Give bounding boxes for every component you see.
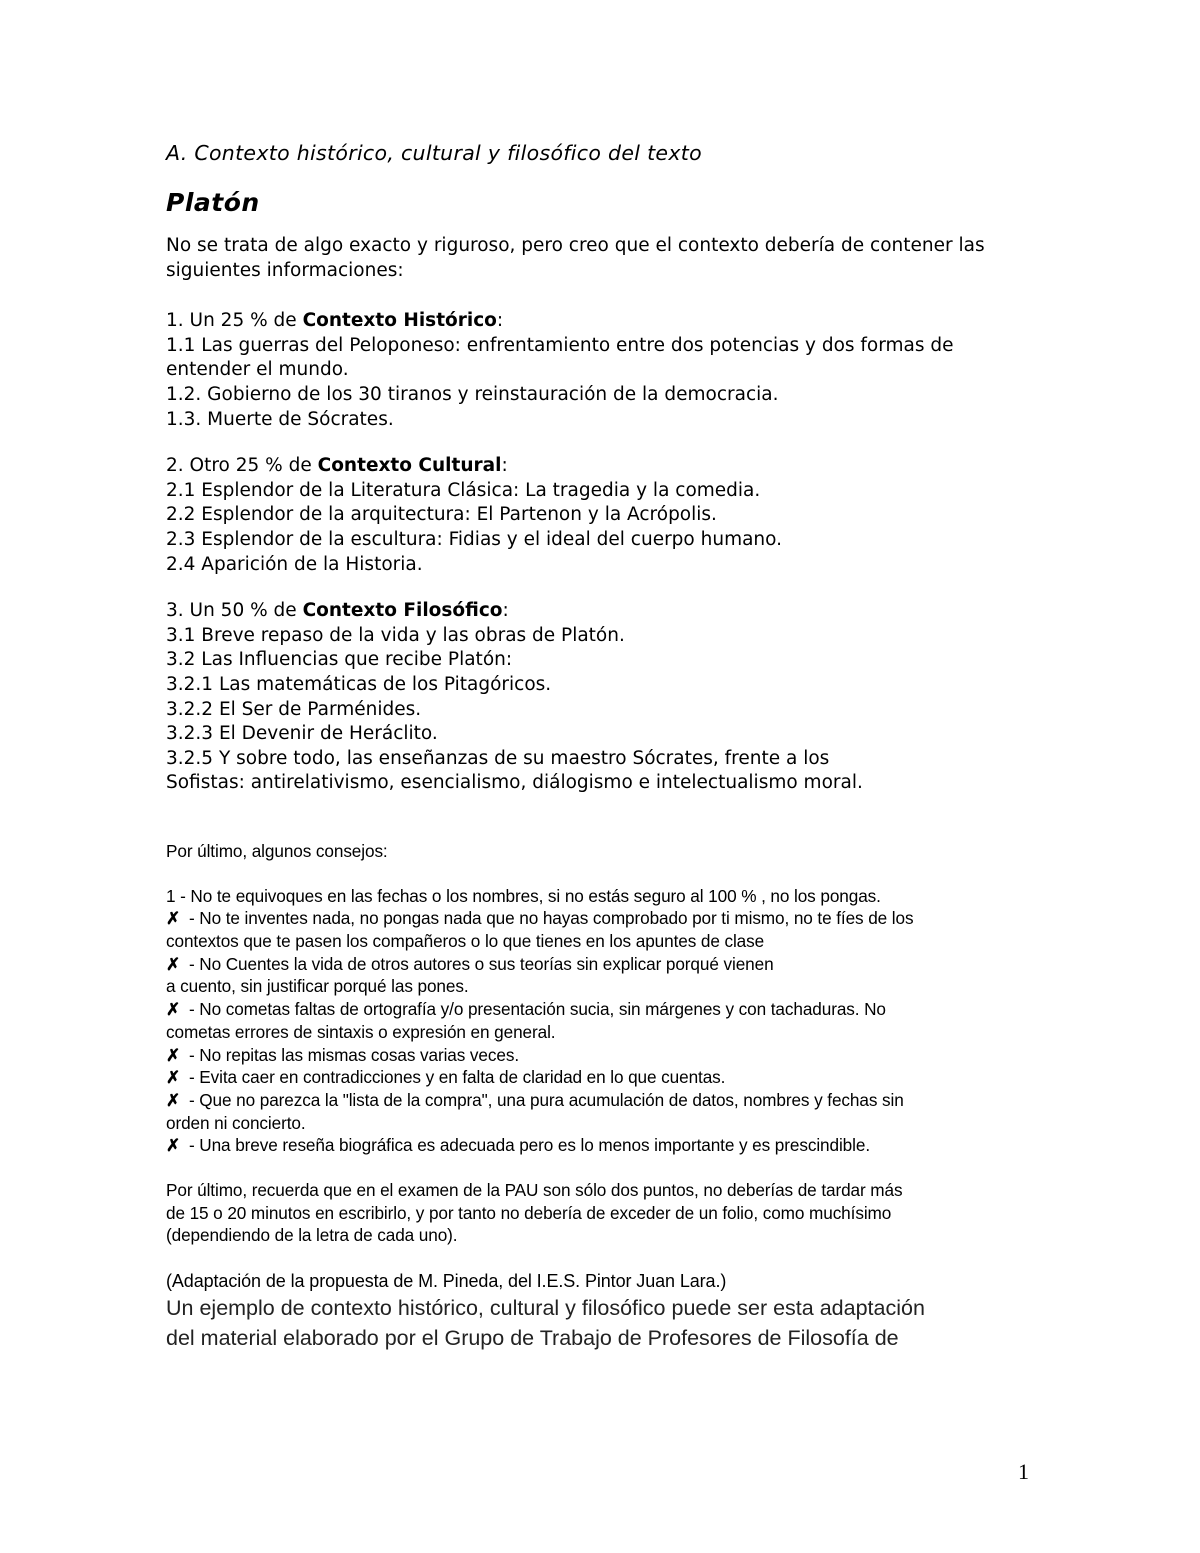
outline-item: 1.1 Las guerras del Peloponeso: enfrentamiento entre dos potencias y dos formas de: [166, 334, 954, 356]
cross-mark-icon: ✗: [166, 908, 181, 929]
advice-list: [166, 885, 1066, 1157]
outline-section-filosofico: [166, 599, 1066, 796]
cross-mark-icon: ✗: [166, 1089, 181, 1110]
advice-item: ✗ - No Cuentes la vida de otros autores o sus teorías sin explicar porqué vienen: [166, 953, 774, 974]
advice-item: ✗ - No te inventes nada, no pongas nada que no hayas comprobado por ti mismo, no te fíes de los: [166, 908, 914, 929]
outline-section-historico: [166, 309, 1066, 432]
cross-mark-icon: ✗: [166, 953, 181, 974]
outline-item: 3.2.1 Las matemáticas de los Pitagóricos.: [166, 673, 552, 695]
advice-intro: Por último, algunos consejos:: [166, 840, 388, 861]
advice-item: 1 - No te equivoques en las fechas o los nombres, si no estás seguro al 100 % , no los pongas.: [166, 885, 881, 906]
advice-item: ✗ - No cometas faltas de ortografía y/o presentación sucia, sin márgenes y con tachaduras. No: [166, 999, 886, 1020]
example-paragraph: [166, 1293, 1066, 1353]
outline-item: 2.1 Esplendor de la Literatura Clásica: La tragedia y la comedia.: [166, 479, 761, 501]
outline-heading: 3. Un 50 % de Contexto Filosófico:: [166, 600, 509, 622]
outline-heading: 2. Otro 25 % de Contexto Cultural:: [166, 455, 508, 477]
intro-line: siguientes informaciones:: [166, 259, 404, 281]
outline-item: 3.2.3 El Devenir de Heráclito.: [166, 723, 438, 745]
outline-item: 2.3 Esplendor de la escultura: Fidias y el ideal del cuerpo humano.: [166, 528, 783, 550]
advice-item-continuation: a cuento, sin justificar porqué las pones.: [166, 976, 469, 997]
outline-item: entender el mundo.: [166, 359, 349, 381]
page-content: [166, 138, 1066, 1353]
intro-line: No se trata de algo exacto y riguroso, pero creo que el contexto debería de contener las: [166, 235, 985, 256]
section-heading: A. Contexto histórico, cultural y filosófico del texto: [166, 141, 702, 165]
outline-item: 3.2.2 El Ser de Parménides.: [166, 698, 422, 720]
advice-item: ✗ - No repitas las mismas cosas varias veces.: [166, 1044, 519, 1065]
advice-item-continuation: orden ni concierto.: [166, 1112, 306, 1133]
page-number: 1: [1018, 1459, 1029, 1484]
outline-item: 2.4 Aparición de la Historia.: [166, 553, 423, 575]
example-line: Un ejemplo de contexto histórico, cultural y filosófico puede ser esta adaptación: [166, 1296, 925, 1321]
outline-item: 3.2.5 Y sobre todo, las enseñanzas de su maestro Sócrates, frente a los: [166, 747, 830, 769]
closing-paragraph: [166, 1179, 1066, 1247]
advice-item: ✗ - Que no parezca la "lista de la compra", una pura acumulación de datos, nombres y fechas sin: [166, 1089, 904, 1110]
outline-item: 3.1 Breve repaso de la vida y las obras de Platón.: [166, 624, 625, 646]
outline-item: Sofistas: antirelativismo, esencialismo, diálogismo e intelectualismo moral.: [166, 772, 863, 794]
outline-item: 1.2. Gobierno de los 30 tiranos y reinstauración de la democracia.: [166, 383, 779, 405]
advice-item: ✗ - Una breve reseña biográfica es adecuada pero es lo menos importante y es prescindible.: [166, 1135, 870, 1156]
cross-mark-icon: ✗: [166, 1044, 181, 1065]
intro-paragraph: [166, 234, 1066, 283]
document-title: Platón: [166, 188, 260, 217]
cross-mark-icon: ✗: [166, 999, 181, 1020]
advice-item: ✗ - Evita caer en contradicciones y en falta de claridad en lo que cuentas.: [166, 1067, 726, 1088]
advice-item-continuation: contextos que te pasen los compañeros o lo que tienes en los apuntes de clase: [166, 930, 765, 951]
outline-item: 1.3. Muerte de Sócrates.: [166, 408, 394, 430]
closing-line: (dependiendo de la letra de cada uno).: [166, 1225, 458, 1246]
closing-line: de 15 o 20 minutos en escribirlo, y por tanto no debería de exceder de un folio, como muchísimo: [166, 1202, 892, 1223]
cross-mark-icon: ✗: [166, 1067, 181, 1088]
cross-mark-icon: ✗: [166, 1135, 181, 1156]
attribution: (Adaptación de la propuesta de M. Pineda, del I.E.S. Pintor Juan Lara.): [166, 1271, 727, 1292]
advice-item-continuation: cometas errores de sintaxis o expresión en general.: [166, 1021, 556, 1042]
outline-item: 3.2 Las Influencias que recibe Platón:: [166, 649, 513, 671]
outline-item: 2.2 Esplendor de la arquitectura: El Partenon y la Acrópolis.: [166, 504, 717, 526]
closing-line: Por último, recuerda que en el examen de la PAU son sólo dos puntos, no deberías de tardar más: [166, 1180, 903, 1201]
example-line: del material elaborado por el Grupo de Trabajo de Profesores de Filosofía de: [166, 1326, 899, 1351]
outline-heading: 1. Un 25 % de Contexto Histórico:: [166, 310, 504, 332]
outline-section-cultural: [166, 454, 1066, 577]
